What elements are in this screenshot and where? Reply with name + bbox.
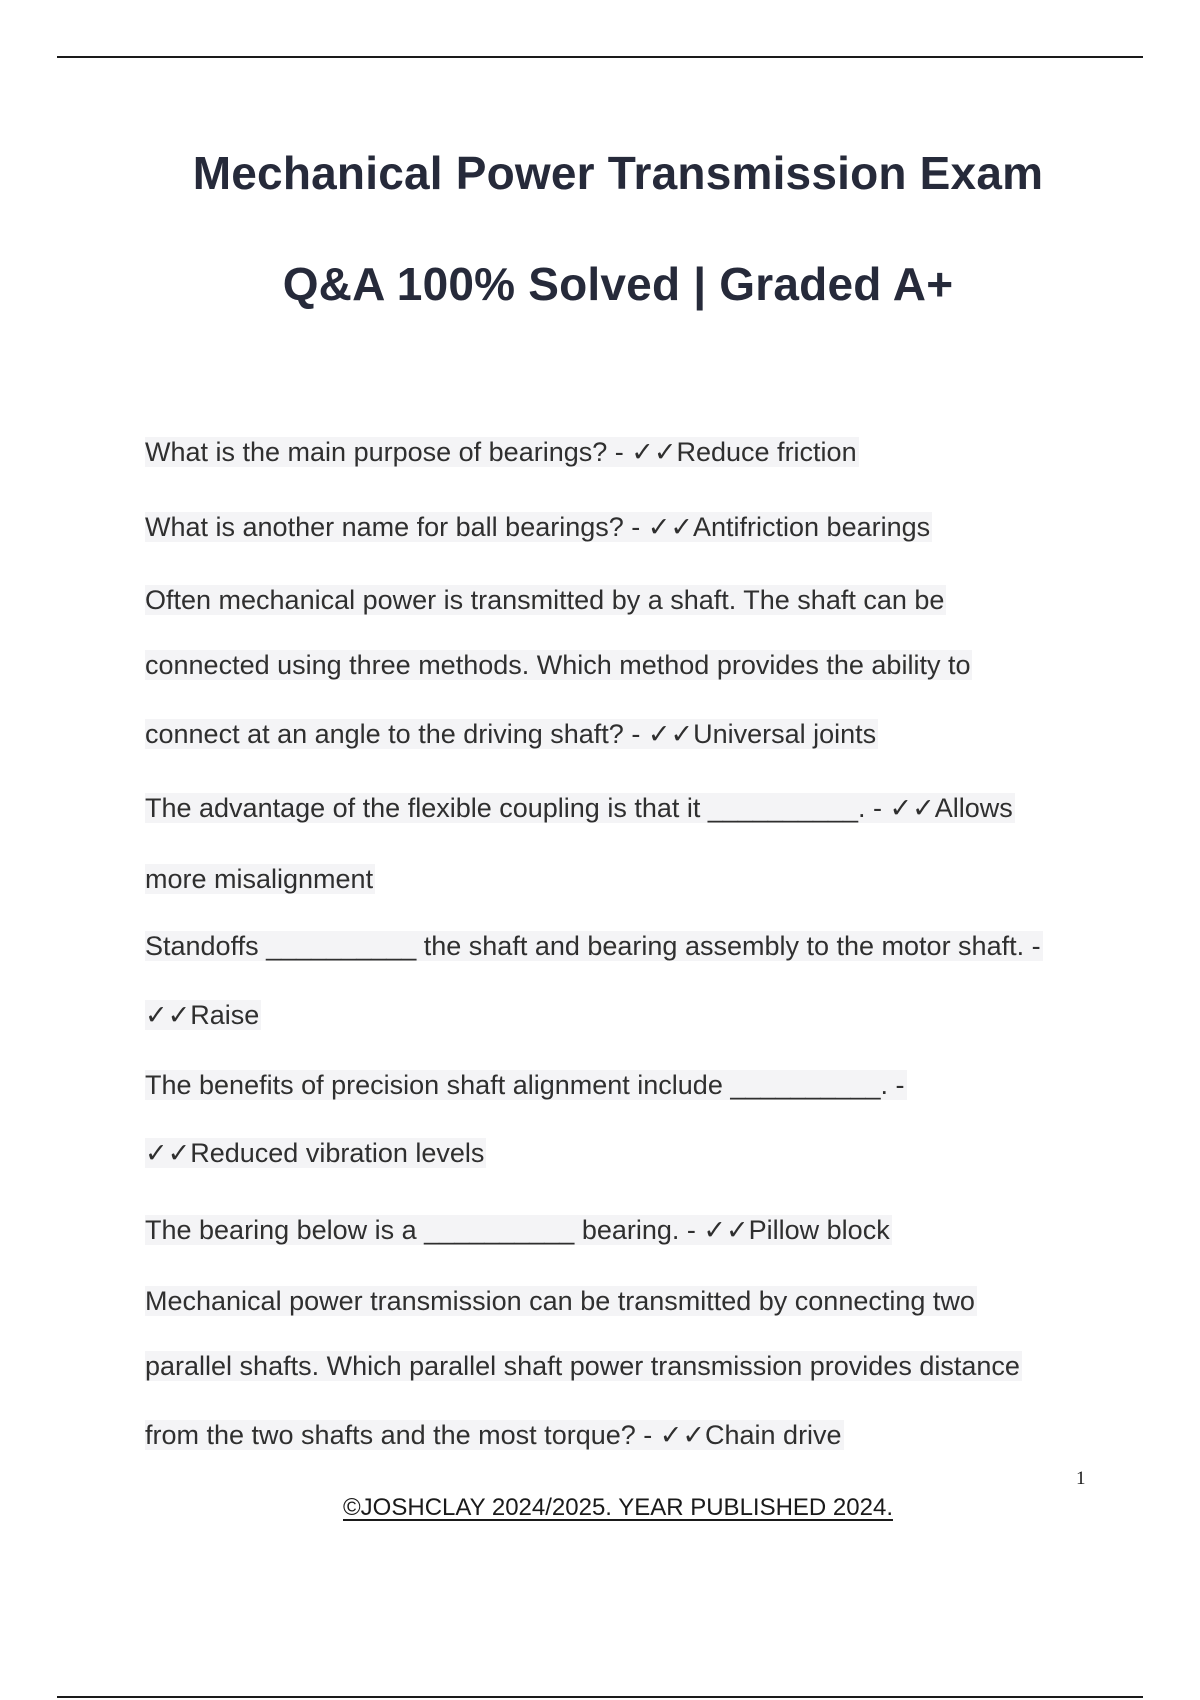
qa-line: ✓✓Raise <box>145 1000 260 1030</box>
qa-line: The benefits of precision shaft alignment include __________. - <box>145 1070 905 1100</box>
qa-line: Standoffs __________ the shaft and bearing assembly to the motor shaft. - <box>145 931 1041 961</box>
page-number: 1 <box>1076 1468 1086 1489</box>
qa-line: The bearing below is a __________ bearing. - ✓✓Pillow block <box>145 1215 890 1245</box>
qa-line: from the two shafts and the most torque? - ✓✓Chain drive <box>145 1420 842 1450</box>
copyright-text: ©JOSHCLAY 2024/2025. YEAR PUBLISHED 2024. <box>343 1494 893 1521</box>
copyright-footer <box>0 1494 1200 1522</box>
qa-line: What is another name for ball bearings? - ✓✓Antifriction bearings <box>145 512 931 542</box>
qa-line: Often mechanical power is transmitted by a shaft. The shaft can be <box>145 585 945 615</box>
qa-line: What is the main purpose of bearings? - ✓✓Reduce friction <box>145 437 857 467</box>
qa-line: Mechanical power transmission can be transmitted by connecting two <box>145 1286 975 1316</box>
qa-line: ✓✓Reduced vibration levels <box>145 1138 485 1168</box>
document-title-line-1: Mechanical Power Transmission Exam <box>192 147 1044 199</box>
qa-line: connect at an angle to the driving shaft? - ✓✓Universal joints <box>145 719 877 749</box>
document-title-line-2: Q&A 100% Solved | Graded A+ <box>282 258 954 310</box>
top-rule <box>57 56 1143 58</box>
qa-line: parallel shafts. Which parallel shaft power transmission provides distance <box>145 1351 1020 1381</box>
bottom-rule <box>57 1696 1143 1698</box>
qa-line: connected using three methods. Which method provides the ability to <box>145 650 971 680</box>
qa-line: more misalignment <box>145 864 374 894</box>
qa-line: The advantage of the flexible coupling is that it __________. - ✓✓Allows <box>145 793 1013 823</box>
